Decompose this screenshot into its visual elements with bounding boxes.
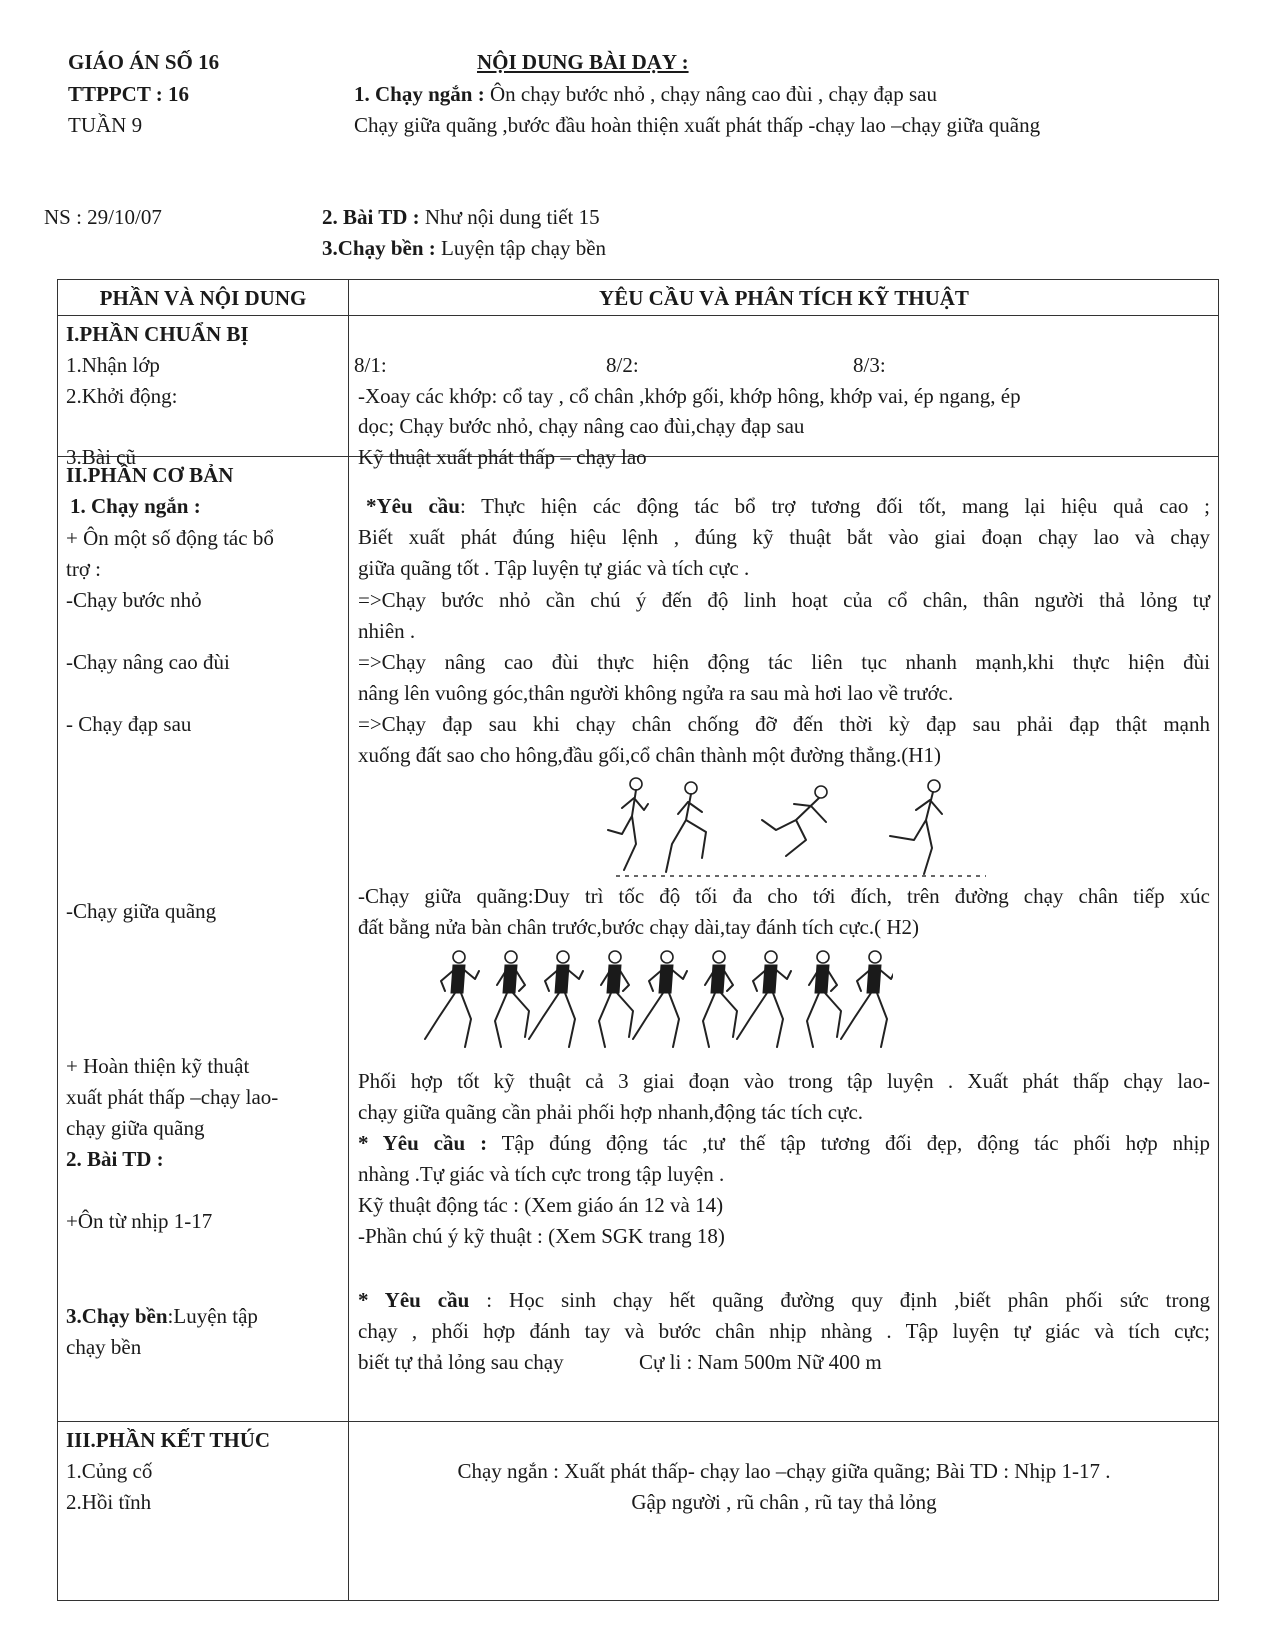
combo-line-1: Phối hợp tốt kỹ thuật cả 3 giai đoạn vào trong tập luyện . Xuất phát thấp chạy lao- bbox=[358, 1069, 1210, 1093]
gym-technique: Kỹ thuật động tác : (Xem giáo án 12 và 14) bbox=[358, 1193, 724, 1217]
runner-h2-4 bbox=[599, 951, 633, 1047]
endurance-req-line-2: chạy , phối hợp đánh tay và bước chân nhịp nhàng . Tập luyện tự giác và tích cực; bbox=[358, 1319, 1210, 1343]
runner-h2-8 bbox=[807, 951, 841, 1047]
class-8-1: 8/1: bbox=[354, 353, 387, 377]
section3-title: III.PHẦN KẾT THÚC bbox=[66, 1428, 271, 1452]
high-knee-line-1: =>Chạy nâng cao đùi thực hiện động tác liên tục nhanh mạnh,khi thực hiện đùi bbox=[358, 650, 1210, 674]
warmup-text-1: -Xoay các khớp: cổ tay , cổ chân ,khớp gối, khớp hông, khớp vai, ép ngang, ép bbox=[358, 384, 1021, 408]
runner-h1-3 bbox=[762, 786, 827, 856]
section1-title: I.PHẦN CHUẨN BỊ bbox=[66, 322, 249, 346]
ttppct: TTPPCT : 16 bbox=[68, 82, 189, 106]
gym-review-label: +Ôn từ nhịp 1-17 bbox=[66, 1209, 213, 1233]
butt-kick-line-2: xuống đất sao cho hông,đầu gối,cổ chân thành một đường thẳng.(H1) bbox=[358, 743, 941, 767]
runner-h1-2 bbox=[666, 782, 706, 872]
endurance-subtitle: 3.Chạy bền:Luyện tập bbox=[66, 1304, 258, 1328]
header-divider bbox=[58, 315, 1218, 316]
class-8-3: 8/3: bbox=[853, 353, 886, 377]
old-lesson-text: Kỹ thuật xuất phát thấp – chạy lao bbox=[358, 445, 647, 469]
requirement-line-2: Biết xuất phát đúng hiệu lệnh , đúng kỹ thuật bắt vào giai đoạn chạy lao và chạy bbox=[358, 525, 1210, 549]
combo-line-2: chạy giữa quãng cần phải phối hợp nhanh,động tác tích cực. bbox=[358, 1100, 864, 1124]
endurance-req-line-3: biết tự thả lỏng sau chạy bbox=[358, 1350, 564, 1374]
high-knee-line-2: nâng lên vuông góc,thân người không ngửa ra sau mà hơi lao về trước. bbox=[358, 681, 954, 705]
high-knee-label: -Chạy nâng cao đùi bbox=[66, 650, 230, 674]
col2-header: YÊU CẦU VÀ PHÂN TÍCH KỸ THUẬT bbox=[599, 286, 969, 310]
figure-h2-runners bbox=[423, 945, 893, 1063]
lesson-table bbox=[57, 279, 1219, 1601]
class-8-2: 8/2: bbox=[606, 353, 639, 377]
old-lesson: 3.Bài cũ bbox=[66, 445, 136, 469]
runner-h2-3 bbox=[529, 951, 583, 1047]
consolidate-label: 1.Củng cố bbox=[66, 1459, 153, 1483]
summary-line-2: Gập người , rũ chân , rũ tay thả lỏng bbox=[631, 1490, 937, 1514]
butt-kick-label: - Chạy đạp sau bbox=[66, 712, 192, 736]
endurance-subtitle-2: chạy bền bbox=[66, 1335, 142, 1359]
section2-divider bbox=[58, 1421, 1218, 1422]
review-label-1: + Ôn một số động tác bổ bbox=[66, 526, 274, 550]
requirement-line-1: *Yêu cầu: Thực hiện các động tác bổ trợ tương đối tốt, mang lại hiệu quả cao ; bbox=[366, 494, 1211, 518]
mid-run-label: -Chạy giữa quãng bbox=[66, 899, 217, 923]
gym-req-line-1: * Yêu cầu : Tập đúng động tác ,tư thế tập tương đối đẹp, động tác phối hợp nhịp bbox=[358, 1131, 1211, 1155]
gym-req-line-2: nhàng .Tự giác và tích cực trong tập luyện . bbox=[358, 1162, 725, 1186]
runner-h2-1 bbox=[425, 951, 479, 1047]
endurance-req-line-1: * Yêu cầu : Học sinh chạy hết quãng đường quy định ,biết phân phối sức trong bbox=[358, 1288, 1210, 1312]
cool-down-label: 2.Hồi tĩnh bbox=[66, 1490, 152, 1514]
small-steps-line-1: =>Chạy bước nhỏ cần chú ý đến độ linh hoạt của cổ chân, thân người thả lỏng tự bbox=[358, 588, 1210, 612]
section2-title: II.PHẦN CƠ BẢN bbox=[66, 463, 234, 487]
complete-label-1: + Hoàn thiện kỹ thuật bbox=[66, 1054, 250, 1078]
runner-h2-5 bbox=[633, 951, 687, 1047]
runner-h2-9 bbox=[841, 951, 893, 1047]
warmup-text-2: dọc; Chạy bước nhỏ, chạy nâng cao đùi,chạy đạp sau bbox=[358, 414, 805, 438]
lesson-number: GIÁO ÁN SỐ 16 bbox=[68, 50, 220, 74]
runner-h2-2 bbox=[495, 951, 529, 1047]
col1-header: PHẦN VÀ NỘI DUNG bbox=[99, 286, 307, 310]
runner-h2-7 bbox=[737, 951, 791, 1047]
content-item-2: 2. Bài TD : Như nội dung tiết 15 bbox=[322, 205, 600, 229]
mid-run-line-2: đất bằng nửa bàn chân trước,bước chạy dài,tay đánh tích cực.( H2) bbox=[358, 915, 920, 939]
content-title: NỘI DUNG BÀI DẠY : bbox=[477, 50, 689, 74]
figure-h1-runners bbox=[586, 774, 1006, 884]
review-label-2: trợ : bbox=[66, 557, 102, 581]
small-steps-line-2: nhiên . bbox=[358, 619, 416, 643]
butt-kick-line-1: =>Chạy đạp sau khi chạy chân chống đỡ đến thời kỳ đạp sau phải đạp thật mạnh bbox=[358, 712, 1210, 736]
content-item-3: 3.Chạy bền : Luyện tập chạy bền bbox=[322, 236, 607, 260]
column-divider bbox=[348, 280, 349, 1600]
complete-label-3: chạy giữa quãng bbox=[66, 1116, 205, 1140]
runner-h1-1 bbox=[608, 778, 648, 870]
mid-run-line-1: -Chạy giữa quãng:Duy trì tốc độ tối đa cho tới đích, trên đường chạy chân tiếp xúc bbox=[358, 884, 1210, 908]
gym-note: -Phần chú ý kỹ thuật : (Xem SGK trang 18) bbox=[358, 1224, 725, 1248]
runner-h2-6 bbox=[703, 951, 737, 1047]
requirement-line-3: giữa quãng tốt . Tập luyện tự giác và tích cực . bbox=[358, 556, 750, 580]
summary-line-1: Chạy ngắn : Xuất phát thấp- chạy lao –chạy giữa quãng; Bài TD : Nhịp 1-17 . bbox=[457, 1459, 1111, 1483]
short-run-subtitle: 1. Chạy ngắn : bbox=[70, 494, 201, 518]
content-item-1-line2: Chạy giữa quãng ,bước đầu hoàn thiện xuất phát thấp -chạy lao –chạy giữa quãng bbox=[354, 113, 1041, 137]
small-steps-label: -Chạy bước nhỏ bbox=[66, 588, 202, 612]
content-item-1: 1. Chạy ngắn : Ôn chạy bước nhỏ , chạy nâng cao đùi , chạy đạp sau bbox=[354, 82, 937, 106]
endurance-distance: Cự li : Nam 500m Nữ 400 m bbox=[639, 1350, 882, 1374]
gym-subtitle: 2. Bài TD : bbox=[66, 1147, 164, 1171]
roll-call: 1.Nhận lớp bbox=[66, 353, 160, 377]
week: TUẦN 9 bbox=[68, 113, 143, 137]
complete-label-2: xuất phát thấp –chạy lao- bbox=[66, 1085, 279, 1109]
warm-up: 2.Khởi động: bbox=[66, 384, 178, 408]
ns-date: NS : 29/10/07 bbox=[44, 205, 162, 229]
runner-h1-4 bbox=[890, 780, 942, 874]
